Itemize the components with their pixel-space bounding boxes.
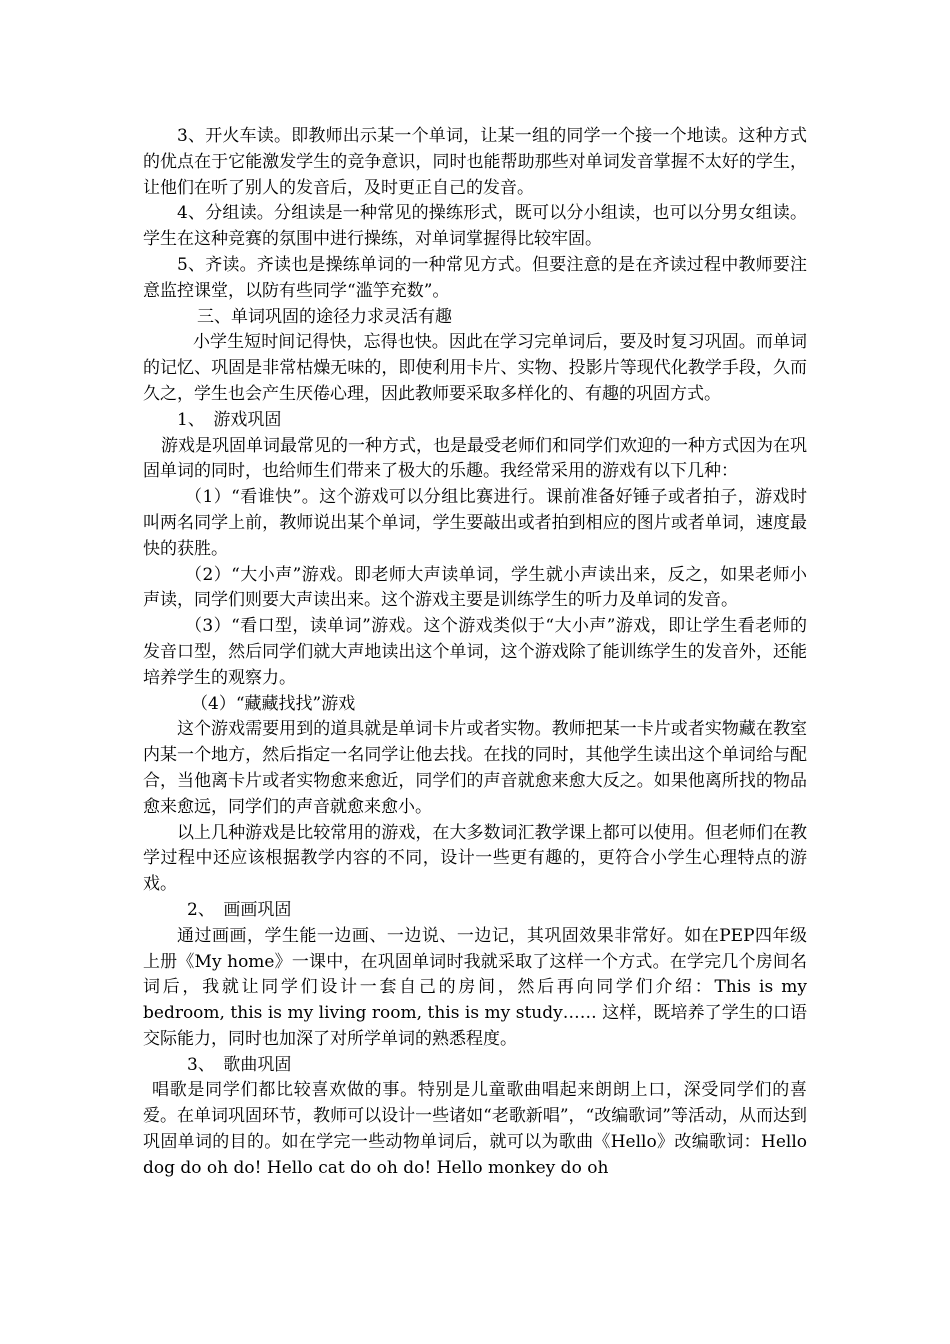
paragraph-game-hide-seek: 这个游戏需要用到的道具就是单词卡片或者实物。教师把某一卡片或者实物藏在教室内某一个地方，然后指定一名同学让他去找。在找的同时，其他学生读出这个单词给与配合，当他离卡片或者实物愈来愈近，同学们的声音就愈来愈大反之。如果他离所找的物品愈来愈远，同学们的声音就愈来愈小。	[143, 719, 807, 817]
paragraph-game-who-is-fast: （1）“看谁快”。这个游戏可以分组比赛进行。课前准备好锤子或者拍子，游戏时叫两名同学上前，教师说出某个单词，学生要敲出或者拍到相应的图片或者单词，速度最快的获胜。	[143, 487, 807, 559]
paragraph-game-intro: 游戏是巩固单词最常见的一种方式，也是最受老师们和同学们欢迎的一种方式因为在巩固单词的同时，也给师生们带来了极大的乐趣。我经常采用的游戏有以下几种：	[143, 435, 807, 482]
paragraph-chorus-reading: 5、齐读。齐读也是操练单词的一种常见方式。但要注意的是在齐读过程中教师要注意监控课堂，以防有些同学“滥竽充数”。	[143, 254, 807, 301]
paragraph-song: 唱歌是同学们都比较喜欢做的事。特别是儿童歌曲唱起来朗朗上口，深受同学们的喜爱。在单词巩固环节，教师可以设计一些诸如“老歌新唱”，“改编歌词”等活动，从而达到巩固单词的目的。如在学完一些动物单词后，就可以为歌曲《Hello》改编歌词：Hello dog do oh do! Hello cat do oh do! Hello monkey do oh	[143, 1080, 807, 1178]
document-body	[143, 124, 807, 1182]
section-heading-consolidation: 三、单词巩固的途径力求灵活有趣	[197, 306, 452, 327]
subheading-song-consolidation: 3、 歌曲巩固	[187, 1054, 292, 1075]
paragraph-group-reading: 4、分组读。分组读是一种常见的操练形式，既可以分小组读，也可以分男女组读。学生在这种竞赛的氛围中进行操练，对单词掌握得比较牢固。	[143, 203, 807, 250]
subheading-game-consolidation: 1、 游戏巩固	[177, 409, 282, 430]
paragraph-drawing: 通过画画，学生能一边画、一边说、一边记，其巩固效果非常好。如在PEP四年级上册《My home》一课中，在巩固单词时我就采取了这样一个方式。在学完几个房间名词后，我就让同学们设计一套自己的房间，然后再向同学们介绍：This is my bedroom, this is my living room, this is my study…… 这样，既培养了学生的口语交际能力，同时也加深了对所学单词的熟悉程度。	[143, 925, 807, 1049]
paragraph-consolidation-intro: 小学生短时间记得快，忘得也快。因此在学习完单词后，要及时复习巩固。而单词的记忆、巩固是非常枯燥无味的，即使利用卡片、实物、投影片等现代化教学手段，久而久之，学生也会产生厌倦心理，因此教师要采取多样化的、有趣的巩固方式。	[143, 332, 807, 404]
paragraph-train-reading: 3、开火车读。即教师出示某一个单词，让某一组的同学一个接一个地读。这种方式的优点在于它能激发学生的竞争意识，同时也能帮助那些对单词发音掌握不太好的学生，让他们在听了别人的发音后，及时更正自己的发音。	[143, 126, 807, 198]
paragraph-game-lip-reading: （3）“看口型，读单词”游戏。这个游戏类似于“大小声”游戏，即让学生看老师的发音口型，然后同学们就大声地读出这个单词，这个游戏除了能训练学生的发音外，还能培养学生的观察力。	[143, 616, 807, 688]
paragraph-game-hide-seek-title: （4）“藏藏找找”游戏	[191, 693, 356, 714]
subheading-drawing-consolidation: 2、 画画巩固	[187, 899, 292, 920]
paragraph-games-summary: 以上几种游戏是比较常用的游戏，在大多数词汇教学课上都可以使用。但老师们在教学过程中还应该根据教学内容的不同，设计一些更有趣的，更符合小学生心理特点的游戏。	[143, 822, 807, 895]
paragraph-game-loud-soft: （2）“大小声”游戏。即老师大声读单词，学生就小声读出来，反之，如果老师小声读，同学们则要大声读出来。这个游戏主要是训练学生的听力及单词的发音。	[143, 564, 807, 611]
